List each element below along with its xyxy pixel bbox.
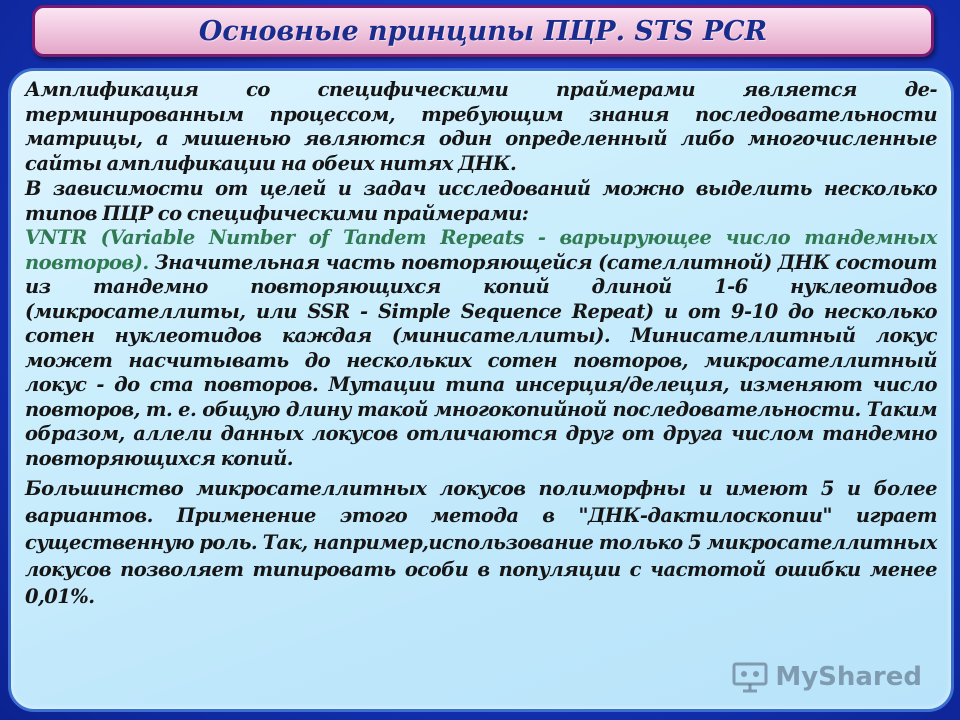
paragraph-vntr bbox=[25, 226, 937, 471]
slide-title: Основные принципы ПЦР. STS PCR bbox=[198, 15, 768, 47]
watermark-logo bbox=[731, 660, 922, 694]
slide-title-banner bbox=[32, 5, 934, 57]
content-panel bbox=[8, 68, 954, 712]
watermark-text: MyShared bbox=[775, 662, 922, 692]
paragraph-amplification: Амплификация со специфическими праймерами является де-терминированным процессом, требующим знания последовательности матрицы, а мишенью являются один определенный либо многочисленные сайты амплификации на обеих нитях ДНК. bbox=[25, 78, 937, 175]
paragraph-pcr-types: В зависимости от целей и задач исследований можно выделить несколько типов ПЦР со специфическими праймерами: bbox=[25, 177, 937, 225]
paragraph-microsatellite-loci: Большинство микросателлитных локусов полиморфны и имеют 5 и более вариантов. Применение этого метода в "ДНК-дактилоскопии" играет существенную роль. Так, например,использование только 5 микросателлитных локусов позволяет типировать особи в популяции с частотой ошибки менее 0,01%. bbox=[25, 477, 937, 608]
vntr-description: Значительная часть повторяющейся (сателлитной) ДНК состоит из тандемно повторяющихся копий длиной 1-6 нуклеотидов (микросателлиты, или SSR - Simple Sequence Repeat) и от 9-10 до несколько сотен нуклеотидов каждая (минисателлиты). Минисателлитный локус может насчитывать до нескольких сотен повторов, микросателлитный локус - до ста повторов. Мутации типа инсерция/делеция, изменяют число повторов, т. е. общую длину такой многокопийной последовательности. Таким образом, аллели данных локусов отличаются друг от друга числом тандемно повторяющихся копий. bbox=[25, 250, 937, 470]
presentation-screen-icon bbox=[731, 660, 769, 694]
vntr-definition: VNTR (Variable Number of Tandem Repeats - варьирующее число тандемных повторов). bbox=[25, 226, 937, 274]
